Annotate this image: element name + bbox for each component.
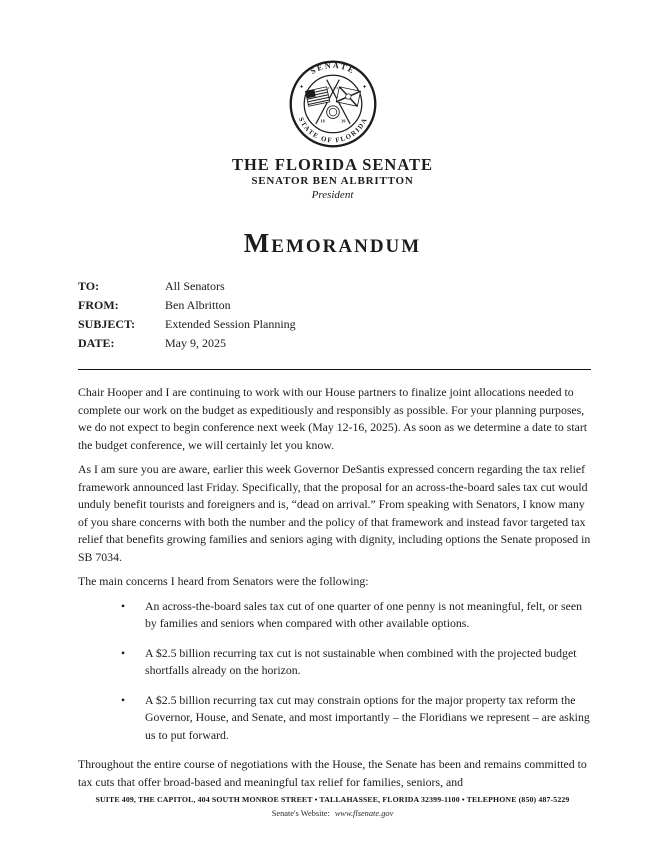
field-row-subject	[78, 315, 594, 334]
date-label: DATE:	[78, 336, 115, 350]
from-value: Ben Albritton	[165, 298, 231, 312]
bullet-icon: •	[121, 645, 126, 660]
subject-value: Extended Session Planning	[165, 317, 296, 331]
paragraph-tax-relief: As I am sure you are aware, earlier this week Governor DeSantis expressed concern regarding the tax relief framework announced last Friday. Specifically, that the proposal for an across-the-board sales tax cut would unduly benefit tourists and foreigners and is, “dead on arrival.” From speaking with Senators, I know many of you share concerns with both the number and the policy of that framework and instead favor targeted tax relief that benefits growing families and seniors aging with dignity, including options the Senate proposed in SB 7034.	[78, 462, 591, 564]
field-row-date	[78, 334, 594, 353]
seal-ring-text: STATE OF FLORIDA	[296, 116, 369, 145]
organization-name: THE FLORIDA SENATE	[231, 155, 434, 174]
bullet-text-sustainability: A $2.5 billion recurring tax cut is not sustainable when combined with the projected budget shortfalls already on the horizon.	[145, 645, 577, 677]
list-item	[78, 692, 594, 745]
bullet-icon: •	[121, 692, 126, 707]
memo-header-fields	[78, 277, 594, 353]
paragraph-concerns-intro: The main concerns I heard from Senators were the following:	[78, 574, 369, 588]
seal-star-ornament: ✶✶✶✶	[326, 86, 339, 91]
field-row-to	[78, 277, 594, 296]
list-item	[78, 645, 594, 680]
from-label: FROM:	[78, 298, 119, 312]
seal-year-right: 39	[340, 118, 345, 124]
memo-title: Memorandum	[243, 228, 422, 258]
list-item	[78, 598, 594, 633]
bullet-icon: •	[121, 598, 126, 613]
bullet-text-sales-tax: An across-the-board sales tax cut of one quarter of one penny is not meaningful, felt, or seen by families and seniors when compared with other available options.	[145, 598, 582, 630]
header-divider	[78, 369, 591, 370]
website-url: www.flsenate.gov	[334, 809, 394, 818]
paragraph-closing: Throughout the entire course of negotiations with the House, the Senate has been and remains committed to tax cuts that offer broad-based and meaningful tax relief for families, seniors, and	[78, 757, 587, 789]
concerns-list	[78, 598, 594, 745]
florida-senate-seal	[288, 59, 378, 149]
letterhead	[0, 156, 665, 202]
seal-year-left: 18	[320, 118, 325, 124]
senator-name: SENATOR BEN ALBRITTON	[251, 175, 414, 187]
seal-diamond-left: ✦	[298, 84, 304, 91]
footer-address: SUITE 409, THE CAPITOL, 404 SOUTH MONROE STREET • TALLAHASSEE, FLORIDA 32399-1100 • TELEPHONE (850) 487-5229	[95, 795, 570, 804]
bullet-text-property-tax: A $2.5 billion recurring tax cut may constrain options for the major property tax reform the Governor, House, and Senate, and most importantly – the Floridians we represent – are asking us to put forward.	[145, 692, 590, 742]
seal-outer-ring	[290, 62, 375, 147]
seal-top-text: SENATE	[308, 60, 357, 77]
to-value: All Senators	[165, 279, 225, 293]
footer-website	[0, 809, 665, 818]
senator-role: President	[311, 189, 354, 201]
seal-diamond-right: ✦	[361, 84, 367, 91]
memo-body	[78, 384, 594, 798]
paragraph-budget-conference: Chair Hooper and I are continuing to work with our House partners to finalize joint allocations needed to complete our work on the budget as expeditiously and responsibly as possible. For your planning purposes, we do not expect to begin conference next week (May 12-16, 2025). As soon as we determine a date to start the budget conference, we will certainly let you know.	[78, 385, 588, 452]
seal-center-emblem	[326, 106, 339, 119]
subject-label: SUBJECT:	[78, 317, 136, 331]
website-label: Senate's Website:	[271, 809, 330, 818]
field-row-from	[78, 296, 594, 315]
to-label: TO:	[78, 279, 100, 293]
date-value: May 9, 2025	[165, 336, 226, 350]
